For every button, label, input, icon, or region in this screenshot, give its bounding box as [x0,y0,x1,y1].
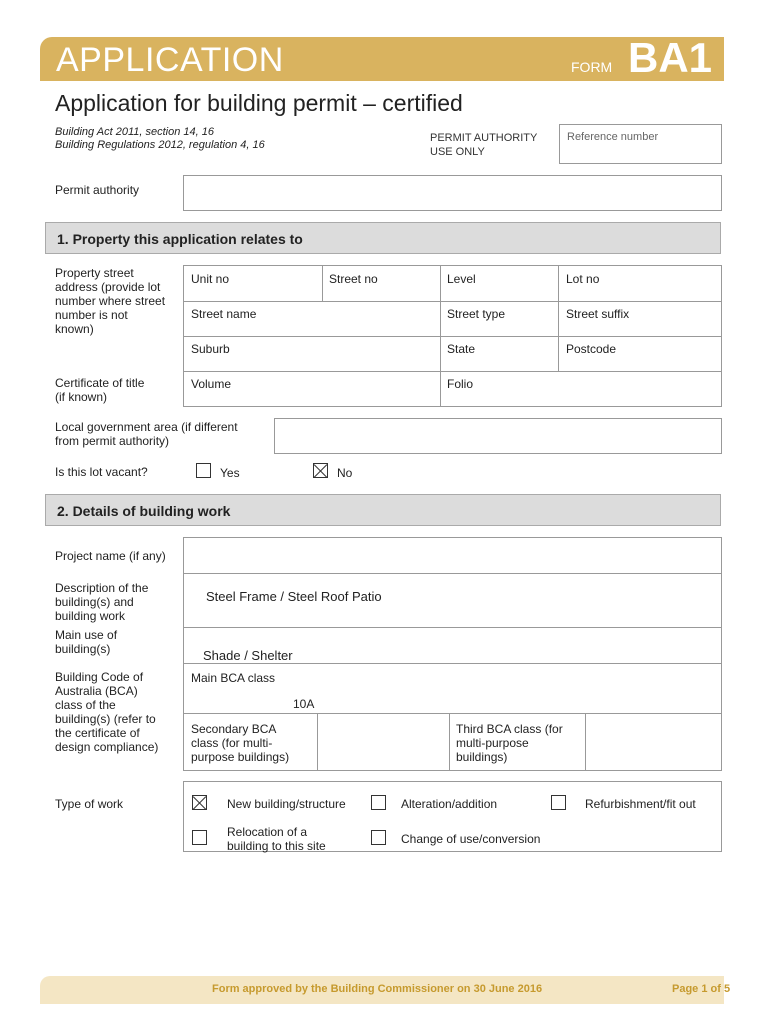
description-label [55,581,148,623]
footer-page-number: Page 1 of 5 [672,983,731,995]
lga-label [55,420,238,448]
property-address-label [55,266,165,336]
banner-title: APPLICATION [56,41,284,79]
permit-authority-field[interactable] [183,175,722,211]
bca-label-line: building(s) (refer to [55,712,156,726]
section-2-heading: 2. Details of building work [45,494,721,526]
third-bca-line: buildings) [456,750,508,764]
third-bca-line: multi-purpose [456,736,529,750]
description-field[interactable]: Steel Frame / Steel Roof Patio [206,589,382,604]
permit-authority-use-only [430,131,537,159]
address-label-line: address (provide lot [55,280,161,294]
permit-authority-label: Permit authority [55,183,140,197]
description-label-line: Description of the [55,581,149,595]
refurbishment-label: Refurbishment/fit out [585,797,696,811]
bca-label-line: design compliance) [55,740,159,754]
street-suffix-field[interactable]: Street suffix [566,307,630,321]
street-type-field[interactable]: Street type [447,307,506,321]
vacant-yes-checkbox[interactable] [196,463,211,478]
type-of-work-label: Type of work [55,797,124,811]
folio-field[interactable]: Folio [447,377,474,391]
bca-label-line: Australia (BCA) [55,684,138,698]
change-of-use-checkbox[interactable] [371,830,386,845]
volume-field[interactable]: Volume [191,377,232,391]
change-of-use-label: Change of use/conversion [401,832,541,846]
third-bca-line: Third BCA class (for [456,722,563,736]
project-name-label: Project name (if any) [55,549,166,563]
main-bca-label: Main BCA class [191,671,276,685]
certificate-label-line: (if known) [55,390,108,404]
main-use-label-line: building(s) [55,642,111,656]
legislation-act: Building Act 2011, section 14, 16 [55,126,214,138]
vacant-no-checkbox[interactable] [313,463,328,478]
address-grid [183,265,722,407]
relocation-label [227,825,326,853]
alteration-label: Alteration/addition [401,797,498,811]
vacant-yes-label: Yes [220,466,240,480]
legislation-regulations: Building Regulations 2012, regulation 4, 16 [55,139,265,151]
relocation-checkbox[interactable] [192,830,207,845]
banner-form-label: FORM [571,59,613,75]
lot-vacant-question: Is this lot vacant? [55,465,148,479]
details-grid [183,537,722,771]
main-bca-field[interactable]: 10A [293,697,315,711]
description-label-line: building work [55,609,126,623]
lga-label-line: from permit authority) [55,434,170,448]
main-use-label-line: Main use of [55,628,118,642]
postcode-field[interactable]: Postcode [566,342,617,356]
street-no-field[interactable]: Street no [329,272,378,286]
bca-label-line: class of the [55,698,116,712]
use-only-line2: USE ONLY [430,146,485,158]
project-name-field[interactable] [184,538,721,573]
address-label-line: Property street [55,266,134,280]
relocation-label-line: building to this site [227,839,326,853]
unit-no-field[interactable]: Unit no [191,272,230,286]
banner-form-code: BA1 [628,34,713,81]
alteration-checkbox[interactable] [371,795,386,810]
street-name-field[interactable]: Street name [191,307,257,321]
lot-no-field[interactable]: Lot no [566,272,600,286]
lga-label-line: Local government area (if different [55,420,238,434]
relocation-label-line: Relocation of a [227,825,308,839]
level-field[interactable]: Level [447,272,476,286]
section-1-heading: 1. Property this application relates to [45,222,721,254]
main-use-field[interactable]: Shade / Shelter [203,648,293,663]
page-title: Application for building permit – certified [55,90,463,116]
description-label-line: building(s) and [55,595,134,609]
legislation [55,126,265,152]
secondary-bca-line: class (for multi- [191,736,273,750]
footer-approval: Form approved by the Building Commissioner on 30 June 2016 [212,983,543,995]
secondary-bca-line: purpose buildings) [191,750,290,764]
new-building-checkbox[interactable] [192,795,207,810]
certificate-label-line: Certificate of title [55,376,145,390]
bca-label-line: Building Code of [55,670,144,684]
state-field[interactable]: State [447,342,476,356]
secondary-bca-label [191,722,289,764]
suburb-field[interactable]: Suburb [191,342,230,356]
secondary-bca-field[interactable] [318,714,449,770]
certificate-of-title-label [55,376,144,404]
vacant-no-label: No [337,466,353,480]
address-label-line: number where street [55,294,166,308]
address-label-line: known) [55,322,94,336]
reference-number-field[interactable] [559,124,722,164]
third-bca-field[interactable] [586,714,721,770]
bca-label-line: the certificate of [55,726,140,740]
lga-field[interactable] [274,418,722,454]
use-only-line1: PERMIT AUTHORITY [430,132,538,144]
refurbishment-checkbox[interactable] [551,795,566,810]
bca-label [55,670,158,754]
address-label-line: number is not [55,308,128,322]
reference-number-label: Reference number [567,131,659,143]
secondary-bca-line: Secondary BCA [191,722,277,736]
new-building-label: New building/structure [227,797,346,811]
third-bca-label [456,722,563,764]
main-use-label [55,628,117,656]
